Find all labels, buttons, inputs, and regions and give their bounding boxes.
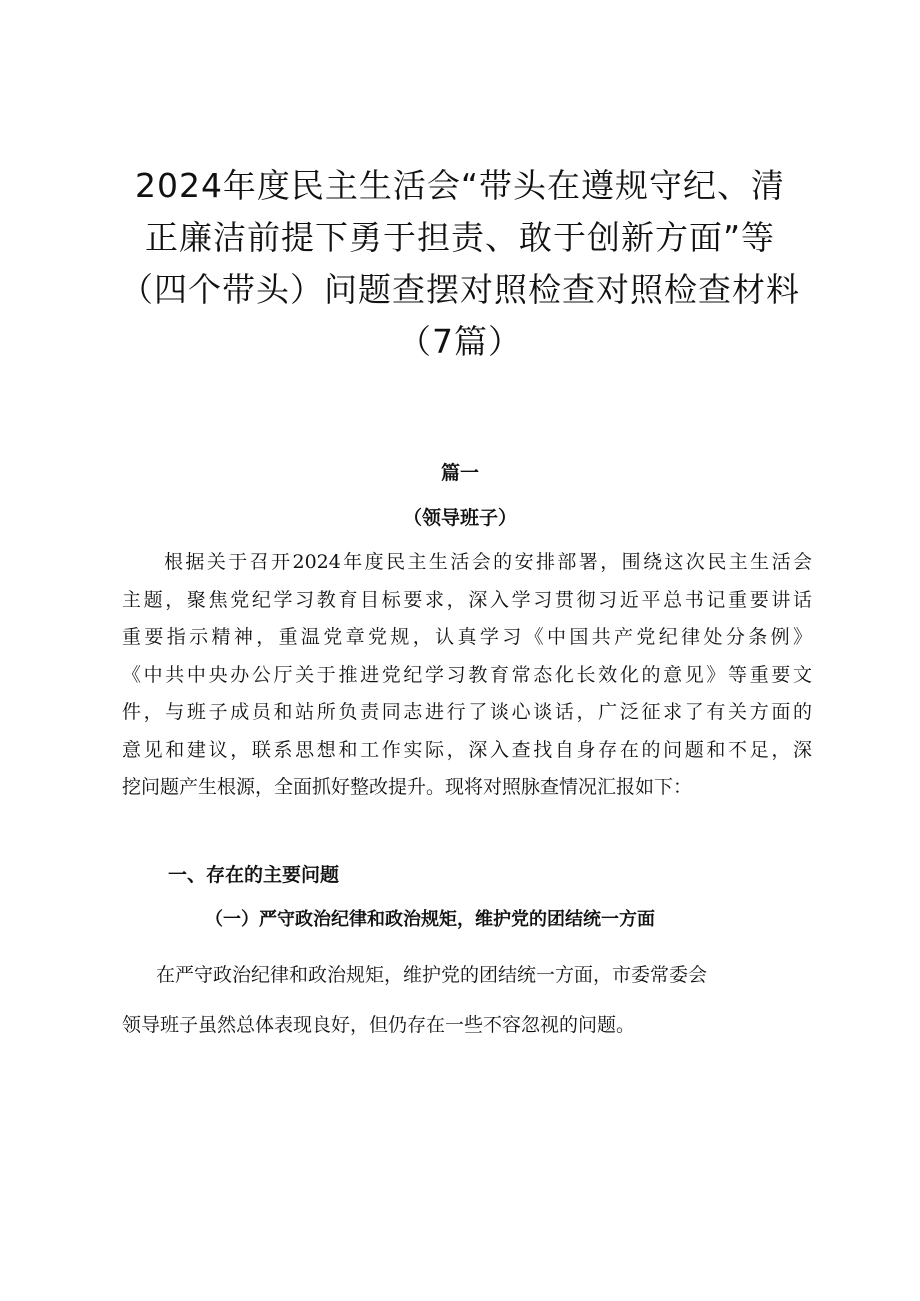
paragraph-line: 根据关于召开2024年度民主生活会的安排部署，围绕这次民主生活会 bbox=[164, 551, 812, 573]
paragraph-line: 主题，聚焦党纪学习教育目标要求，深入学习贯彻习近平总书记重要讲话 bbox=[122, 588, 812, 611]
piece-subtitle: （领导班子） bbox=[402, 507, 517, 529]
title-line: （7篇） bbox=[398, 322, 522, 361]
paragraph-line: 挖问题产生根源，全面抓好整改提升。现将对照脉查情况汇报如下： bbox=[122, 776, 693, 798]
paragraph-line: 在严守政治纪律和政治规矩，维护党的团结统一方面，市委常委会 bbox=[156, 964, 708, 986]
paragraph-line: 重要指示精神，重温党章党规，认真学习《中国共产党纪律处分条例》 bbox=[122, 626, 812, 648]
section-paragraph bbox=[122, 950, 812, 1050]
section-heading: 一、存在的主要问题 bbox=[168, 864, 340, 886]
paragraph-line: 意见和建议，联系思想和工作实际，深入查找自身存在的问题和不足，深 bbox=[122, 738, 812, 761]
piece-title: 篇一 bbox=[440, 462, 479, 484]
title-line: 2024年度民主生活会“带头在遵规守纪、清 bbox=[134, 166, 786, 205]
title-line: （四个带头）问题查摆对照检查对照检查材料 bbox=[120, 270, 800, 309]
paragraph-line: 《中共中央办公厅关于推进党纪学习教育常态化长效化的意见》等重要文 bbox=[122, 663, 812, 686]
title-line: 正廉洁前提下勇于担责、敢于创新方面”等 bbox=[144, 218, 776, 257]
document-title bbox=[110, 160, 810, 368]
intro-paragraph bbox=[122, 544, 812, 807]
paragraph-line: 领导班子虽然总体表现良好，但仍存在一些不容忽视的问题。 bbox=[122, 1014, 636, 1036]
paragraph-line: 件，与班子成员和站所负责同志进行了谈心谈话，广泛征求了有关方面的 bbox=[122, 701, 812, 723]
subsection-heading: （一）严守政治纪律和政治规矩，维护党的团结统一方面 bbox=[205, 909, 655, 930]
